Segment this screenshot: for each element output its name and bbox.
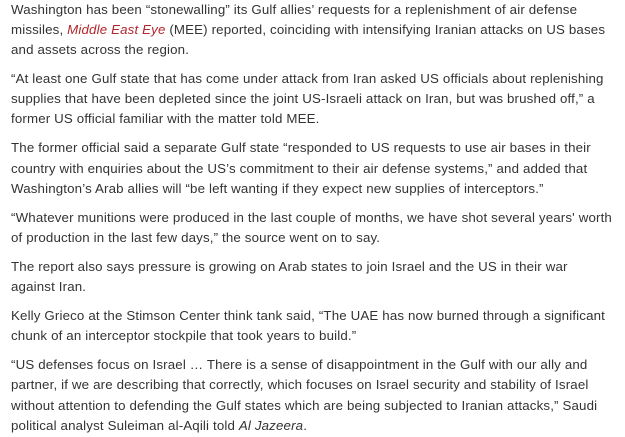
paragraph-1-text-end: (MEE) reported, coinciding with intensifying Iranian attacks on US bases and assets across the region. (11, 21, 606, 58)
paragraph-4: “Whatever munitions were produced in the last couple of months, we have shot several years' worth of production in the last few days,” the source went on to say. (11, 209, 612, 245)
paragraph-3: The former official said a separate Gulf state “responded to US requests to use air bases in their country with enquiries about the US’s commitment to their air defense systems,” and added that Washington’s Arab allies will “be left wanting if they expect new supplies of interceptors.” (11, 140, 591, 196)
middle-east-eye-link[interactable]: Middle East Eye (67, 21, 166, 37)
paragraph-7-text-end: . (303, 417, 308, 433)
paragraph-7 (11, 355, 615, 436)
paragraph-1 (11, 0, 615, 60)
al-jazeera-source: Al Jazeera (238, 417, 304, 433)
paragraph-2: “At least one Gulf state that has come under attack from Iran asked US officials about replenishing supplies that have been depleted since the joint US-Israeli attack on Iran, but was brushed off,” a former US official familiar with the matter told MEE. (11, 70, 604, 127)
paragraph-7-text-start: “US defenses focus on Israel … There is a sense of disappointment in the Gulf with our ally and partner, if we are describing that correctly, which focuses on Israel security and stability of Israel without attention to defending the Gulf states which are being subjected to Iranian attacks,” Saudi political analyst Suleiman al-Aqili told (11, 356, 598, 433)
paragraph-5: The report also says pressure is growing on Arab states to join Israel and the US in their war against Iran. (11, 258, 568, 295)
paragraph-6: Kelly Grieco at the Stimson Center think tank said, “The UAE has now burned through a significant chunk of an interceptor stockpile that took years to build.” (11, 307, 606, 344)
paragraph-1-text-start: Washington has been “stonewalling” its Gulf allies’ requests for a replenishment of air defense missiles, (11, 1, 578, 37)
